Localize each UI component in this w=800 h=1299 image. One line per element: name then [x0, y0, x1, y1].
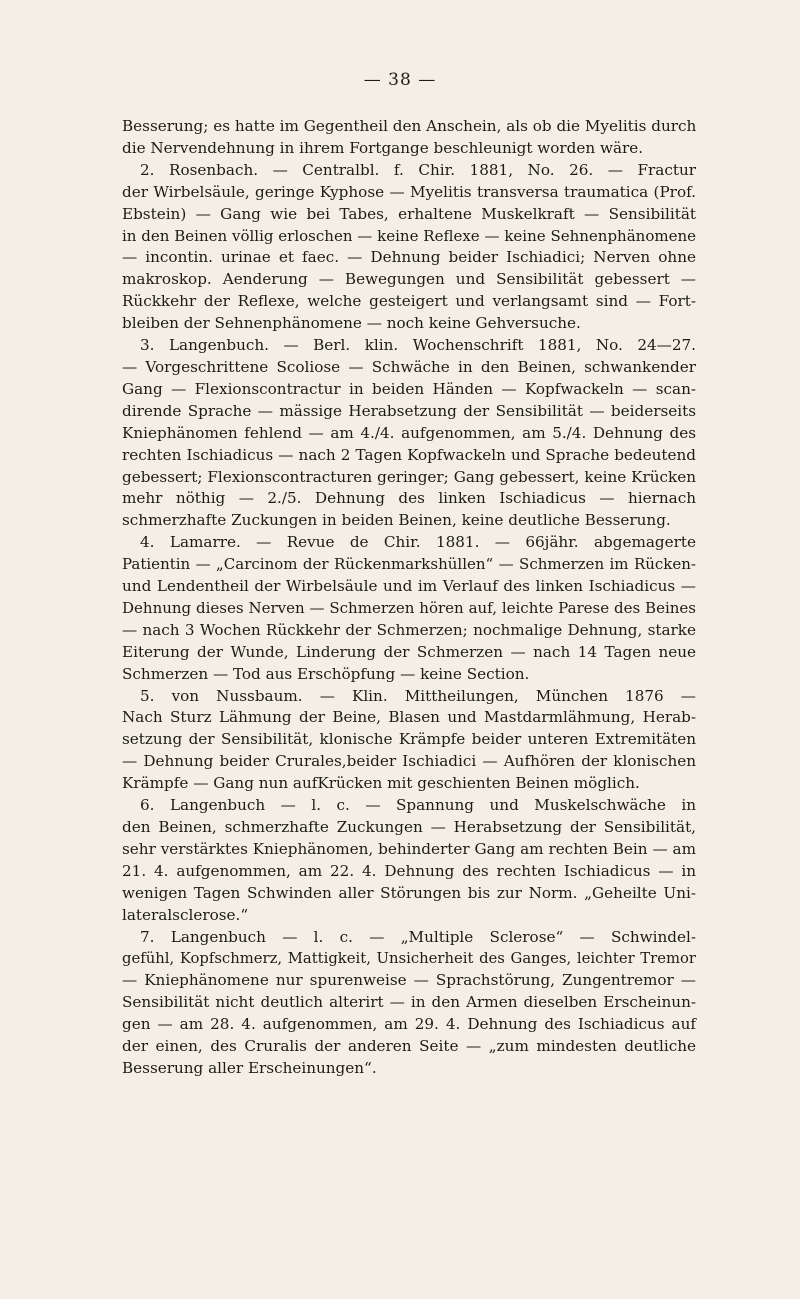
text-line: Eiterung der Wunde, Linderung der Schmerzen — nach 14 Tagen neue [122, 642, 696, 661]
text-line: Nach Sturz Lähmung der Beine, Blasen und Mastdarmlähmung, Herab- [122, 708, 696, 727]
text-line: Dehnung dieses Nerven — Schmerzen hören auf, leichte Parese des Beines [122, 598, 696, 617]
text-line: der einen, des Cruralis der anderen Seite — „zum mindesten deutliche [122, 1037, 696, 1056]
text-line: sehr verstärktes Kniephänomen, behinderter Gang am rechten Bein — am [122, 839, 696, 858]
text-line: schmerzhafte Zuckungen in beiden Beinen, keine deutliche Besserung. [122, 511, 671, 530]
text-line: Besserung aller Erscheinungen“. [122, 1058, 377, 1077]
text-line: und Lendentheil der Wirbelsäule und im Verlauf des linken Ischiadicus — [122, 577, 696, 596]
text-line: — incontin. urinae et faec. — Dehnung beider Ischiadici; Nerven ohne [122, 248, 696, 267]
text-line: Krämpfe — Gang nun aufKrücken mit geschienten Beinen möglich. [122, 774, 640, 793]
text-line: den Beinen, schmerzhafte Zuckungen — Herabsetzung der Sensibilität, [122, 818, 696, 836]
text-line: Patientin — „Carcinom der Rückenmarkshüllen“ — Schmerzen im Rücken- [122, 555, 696, 574]
text-line: gefühl, Kopfschmerz, Mattigkeit, Unsicherheit des Ganges, leichter Tremor [122, 950, 696, 968]
text-line: in den Beinen völlig erloschen — keine Reflexe — keine Sehnenphänomene [122, 226, 696, 245]
text-line: der Wirbelsäule, geringe Kyphose — Myelitis transversa traumatica (Prof. [122, 182, 696, 201]
text-line: Sensibilität nicht deutlich alterirt — in den Armen dieselben Erscheinun- [122, 993, 696, 1012]
text-line: Besserung; es hatte im Gegentheil den Anschein, als ob die Myelitis durch [122, 117, 697, 135]
text-line: 6. Langenbuch — l. c. — Spannung und Muskelschwäche in [140, 796, 696, 815]
text-line: bleiben der Sehnenphänomene — noch keine Gehversuche. [122, 314, 581, 333]
text-line: 3. Langenbuch. — Berl. klin. Wochenschrift 1881, No. 24—27. [140, 336, 696, 355]
text-line: — Kniephänomene nur spurenweise — Sprachstörung, Zungentremor — [122, 971, 696, 990]
text-line: makroskop. Aenderung — Bewegungen und Sensibilität gebessert — [122, 270, 696, 289]
text-line: — Vorgeschrittene Scoliose — Schwäche in den Beinen, schwankender [122, 357, 696, 376]
text-line: 5. von Nussbaum. — Klin. Mittheilungen, München 1876 — [140, 686, 696, 705]
text-line: gen — am 28. 4. aufgenommen, am 29. 4. Dehnung des Ischiadicus auf [122, 1015, 696, 1034]
text-line: dirende Sprache — mässige Herabsetzung der Sensibilität — beiderseits [122, 401, 696, 420]
text-line: mehr nöthig — 2./5. Dehnung des linken Ischiadicus — hiernach [122, 489, 696, 508]
text-line: Kniephänomen fehlend — am 4./4. aufgenommen, am 5./4. Dehnung des [122, 423, 696, 442]
text-line: 7. Langenbuch — l. c. — „Multiple Sclerose“ — Schwindel- [140, 927, 696, 946]
text-line: gebessert; Flexionscontracturen geringer; Gang gebessert, keine Krücken [122, 467, 696, 486]
text-line: Ebstein) — Gang wie bei Tabes, erhaltene Muskelkraft — Sensibilität [122, 204, 696, 223]
text-line: die Nervendehnung in ihrem Fortgange beschleunigt worden wäre. [122, 138, 644, 157]
body-text [122, 116, 696, 1080]
text-line: 21. 4. aufgenommen, am 22. 4. Dehnung des rechten Ischiadicus — in [122, 861, 696, 880]
text-line: Schmerzen — Tod aus Erschöpfung — keine Section. [122, 664, 530, 683]
text-line: — nach 3 Wochen Rückkehr der Schmerzen; nochmalige Dehnung, starke [122, 620, 696, 639]
text-line: Gang — Flexionscontractur in beiden Händen — Kopfwackeln — scan- [122, 379, 696, 398]
page-number: — 38 — [363, 70, 437, 90]
text-line: 2. Rosenbach. — Centralbl. f. Chir. 1881, No. 26. — Fractur [140, 160, 696, 179]
text-line: lateralsclerose.“ [122, 905, 249, 924]
text-line: wenigen Tagen Schwinden aller Störungen bis zur Norm. „Geheilte Uni- [122, 883, 696, 902]
text-line: — Dehnung beider Crurales,beider Ischiadici — Aufhören der klonischen [122, 752, 696, 771]
text-line: rechten Ischiadicus — nach 2 Tagen Kopfwackeln und Sprache bedeutend [122, 445, 696, 464]
text-line: 4. Lamarre. — Revue de Chir. 1881. — 66jähr. abgemagerte [140, 533, 696, 552]
text-line: Rückkehr der Reflexe, welche gesteigert und verlangsamt sind — Fort- [122, 292, 696, 311]
text-line: setzung der Sensibilität, klonische Krämpfe beider unteren Extremitäten [122, 730, 696, 749]
